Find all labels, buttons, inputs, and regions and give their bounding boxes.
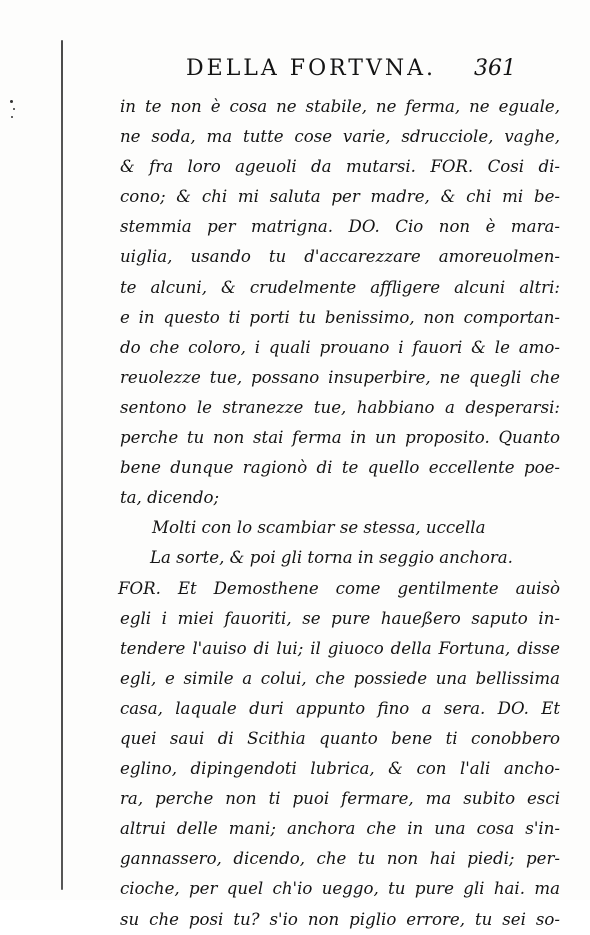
text-line: sentono le stranezze tue, habbiano a desperarsi: bbox=[120, 397, 560, 417]
body-text bbox=[120, 92, 560, 935]
text-line: cono; & chi mi saluta per madre, & chi mi be- bbox=[120, 187, 560, 207]
text-line: stemmia per matrigna. DO. Cio non è mara- bbox=[120, 217, 560, 237]
text-line: ra, perche non ti puoi fermare, ma subito esci bbox=[120, 789, 560, 809]
text-line: bene dunque ragionò di te quello eccellente poe- bbox=[120, 458, 560, 478]
text-line: perche tu non stai ferma in un proposito. Quanto bbox=[120, 428, 560, 448]
text-line: ta, dicendo; bbox=[120, 488, 220, 508]
text-line: e in questo ti porti tu benissimo, non comportan- bbox=[120, 307, 560, 327]
text-line: & fra loro ageuoli da mutarsi. FOR. Cosi di- bbox=[120, 157, 560, 177]
text-line: egli, e simile a colui, che possiede una bellissima bbox=[120, 668, 560, 688]
text-line: altrui delle mani; anchora che in una cosa s'in- bbox=[120, 819, 560, 839]
text-line: reuolezze tue, possano insuperbire, ne quegli che bbox=[120, 367, 560, 387]
text-line: su che posi tu? s'io non piglio errore, tu sei so- bbox=[120, 909, 560, 929]
text-line: te alcuni, & crudelmente affligere alcuni altri: bbox=[120, 277, 560, 297]
text-line: eglino, dipingendoti lubrica, & con l'ali ancho- bbox=[120, 759, 560, 779]
gutter-shadow-line bbox=[61, 40, 63, 890]
text-line: do che coloro, i quali prouano i fauori & le amo- bbox=[120, 337, 560, 357]
margin-speck bbox=[10, 100, 13, 103]
page-number: 361 bbox=[474, 56, 516, 81]
text-line: uiglia, usando tu d'accarezzare amoreuolmen- bbox=[120, 247, 560, 267]
verse-line: La sorte, & poi gli torna in seggio anchora. bbox=[150, 548, 513, 568]
text-line: quei saui di Scithia quanto bene ti conobbero bbox=[120, 728, 560, 748]
verse-line: Molti con lo scambiar se stessa, uccella bbox=[152, 518, 486, 538]
text-line: ne soda, ma tutte cose varie, sdrucciole, vaghe, bbox=[120, 127, 560, 147]
text-line: tendere l'auiso di lui; il giuoco della Fortuna, disse bbox=[120, 638, 560, 658]
text-line: in te non è cosa ne stabile, ne ferma, ne eguale, bbox=[120, 97, 560, 116]
text-line: cioche, per quel ch'io ueggo, tu pure gli hai. ma bbox=[120, 879, 560, 899]
text-line: gannassero, dicendo, che tu non hai piedi; per- bbox=[120, 849, 560, 869]
text-line: egli i miei fauoriti, se pure haueßero saputo in- bbox=[120, 608, 560, 628]
margin-speck bbox=[11, 116, 13, 118]
margin-speck bbox=[13, 108, 15, 110]
text-line: casa, laquale duri appunto fino a sera. DO. Et bbox=[120, 698, 560, 718]
text-line: FOR. Et Demosthene come gentilmente auisò bbox=[118, 578, 560, 598]
running-head-title: DELLA FORTVNA. bbox=[186, 56, 436, 81]
running-head bbox=[186, 56, 546, 81]
